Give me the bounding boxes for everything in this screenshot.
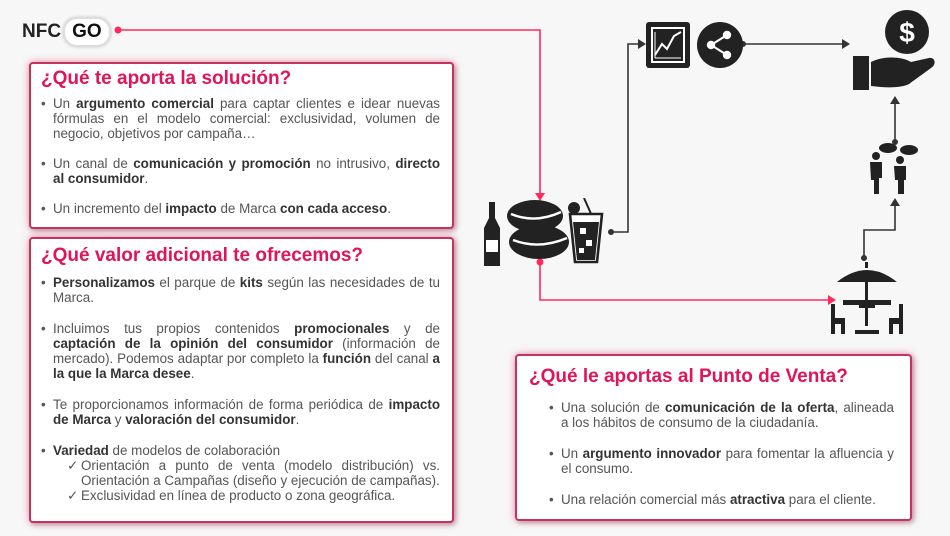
value-list bbox=[41, 275, 440, 503]
product-to-terrace-line bbox=[540, 262, 828, 300]
text: de modelos de colaboración bbox=[108, 443, 281, 458]
bold-text: argumento innovador bbox=[582, 446, 722, 461]
money-up-arrow bbox=[890, 96, 900, 104]
point-of-sale-panel bbox=[515, 354, 912, 521]
bold-text: Variedad bbox=[53, 443, 109, 458]
list-item bbox=[41, 321, 440, 381]
logo-go: GO bbox=[63, 17, 111, 47]
list-item bbox=[549, 400, 894, 430]
text: . bbox=[387, 201, 391, 216]
list-item bbox=[41, 96, 440, 141]
bold-text: comunicación y promoción bbox=[133, 156, 311, 171]
text: no intrusivo, bbox=[310, 156, 396, 171]
text: del canal bbox=[371, 351, 433, 366]
text: Incluimos tus propios contenidos bbox=[53, 321, 295, 336]
text: . bbox=[190, 366, 195, 381]
svg-text:$: $ bbox=[899, 17, 915, 48]
benefits-list bbox=[41, 96, 440, 216]
text: para el cliente. bbox=[785, 492, 876, 507]
bold-text: impacto bbox=[165, 201, 217, 216]
people-line-arrow bbox=[890, 198, 900, 206]
text: y bbox=[111, 412, 126, 427]
share-icon bbox=[697, 22, 743, 68]
text: , alineada a los hábitos de consumo de la ciudadanía. bbox=[561, 400, 894, 430]
text: de Marca bbox=[216, 201, 280, 216]
bold-text: comunicación de la oferta bbox=[665, 400, 835, 415]
pos-list bbox=[529, 400, 894, 507]
people-talking-icon bbox=[862, 140, 924, 196]
list-item bbox=[41, 443, 440, 503]
solution-benefits-panel bbox=[29, 62, 454, 229]
panel-title: ¿Qué valor adicional te ofrecemos? bbox=[41, 245, 364, 266]
text: Una relación comercial más bbox=[561, 492, 730, 507]
panel-title: ¿Qué le aportas al Punto de Venta? bbox=[529, 366, 848, 387]
drink-line-dot bbox=[608, 229, 614, 235]
bottle-icon bbox=[482, 202, 502, 266]
bold-text: valoración del consumidor bbox=[125, 412, 296, 427]
list-item bbox=[41, 397, 440, 427]
text: Te proporcionamos información de forma periódica de bbox=[53, 397, 389, 412]
bold-text: Personalizamos bbox=[53, 275, 155, 290]
coffee-beans-icon bbox=[505, 198, 571, 260]
logo-line-dot bbox=[115, 27, 122, 34]
text: para fomentar la afluencia y el consumo. bbox=[561, 446, 895, 476]
bold-text: función bbox=[322, 351, 372, 366]
text: Una solución de bbox=[561, 400, 666, 415]
text: Un bbox=[53, 96, 77, 111]
money-hand-icon bbox=[851, 6, 939, 96]
money-line-arrow bbox=[842, 39, 850, 49]
check-item: ✓ Orientación a punto de venta (modelo distribución) vs. Orientación a Campañas (diseño y ejecución de campañas). bbox=[53, 458, 440, 488]
drink-glass-icon bbox=[566, 198, 606, 264]
bold-text: a la que la Marca desee bbox=[53, 351, 440, 381]
text: y de bbox=[389, 321, 440, 336]
bold-text: argumento comercial bbox=[76, 96, 214, 111]
logo-prefix: NFC bbox=[22, 21, 62, 42]
list-item bbox=[41, 156, 440, 186]
list-item bbox=[549, 492, 894, 507]
text: según las necesidades de tu Marca. bbox=[53, 275, 440, 305]
terrace-table-icon bbox=[829, 260, 905, 336]
bold-text: con cada acceso bbox=[280, 201, 388, 216]
text: Un bbox=[561, 446, 583, 461]
list-item bbox=[41, 275, 440, 305]
bold-text: directo al consumidor bbox=[53, 156, 441, 186]
chart-line-arrow bbox=[638, 39, 646, 49]
text: Un canal de bbox=[53, 156, 134, 171]
text: (información de mercado). Podemos adaptar por completo la bbox=[53, 336, 441, 366]
terrace-to-people-line bbox=[864, 200, 895, 258]
text: para captar clientes e idear nuevas fórmulas en el modelo comercial: exclusividad, volumen de negocio, objetivos por campaña… bbox=[53, 96, 441, 141]
list-item bbox=[41, 201, 440, 216]
bold-text: kits bbox=[239, 275, 263, 290]
panel-title: ¿Qué te aporta la solución? bbox=[41, 68, 292, 89]
chart-icon bbox=[646, 22, 690, 68]
bold-text: atractiva bbox=[729, 492, 786, 507]
additional-value-panel bbox=[29, 237, 454, 523]
list-item bbox=[549, 446, 894, 476]
sub-list bbox=[53, 458, 440, 503]
text: Un incremento del bbox=[53, 201, 166, 216]
bold-text: promocionales bbox=[294, 321, 390, 336]
bold-text: impacto de Marca bbox=[53, 397, 440, 427]
text: el parque de bbox=[154, 275, 240, 290]
check-item: ✓ Exclusividad en línea de producto o zona geográfica. bbox=[53, 488, 440, 503]
text: . bbox=[144, 171, 149, 186]
product-to-chart-line bbox=[611, 44, 644, 232]
bold-text: captación de la opinión del consumidor bbox=[53, 336, 333, 351]
text: . bbox=[295, 412, 300, 427]
